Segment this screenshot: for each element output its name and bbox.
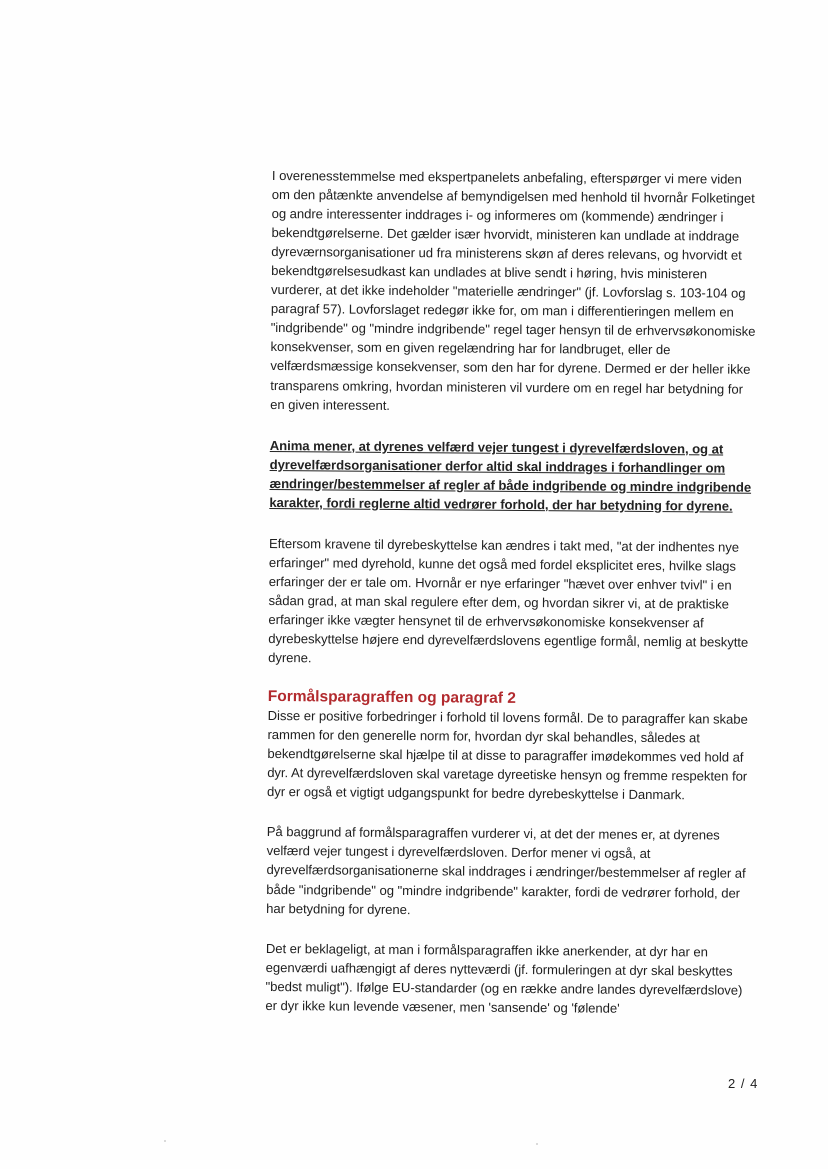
paragraph-purpose: Disse er positive forbedringer i forhold til lovens formål. De to paragraffer kan skabe rammen for den generelle norm for, hvordan dyr skal behandles, således at bekendtgørelserne skal hjælpe til at disse to paragraffer imødekommes ved hold af dyr. At dyrevelfærdsloven skal varetage dyreetiske hensyn og fremme respekten for dyr er også et vigtigt udgangspunkt for bedre dyrebeskyttelse i Danmark. [267,708,748,803]
paragraph-anima-position: Anima mener, at dyrenes velfærd vejer tungest i dyrevelfærdsloven, og at dyrevelfærdsorganisationer derfor altid skal inddrages i forhandlinger om ændringer/bestemmelser af regler af både indgribende og mindre indgribende karakter, fordi reglerne altid vedrører forhold, der har betydning for dyrene. [269,437,752,514]
paragraph-oversight: I overenesstemmelse med ekspertpanelets anbefaling, efterspørger vi mere viden om den påtænkte anvendelse af bemyndigelsen med henhold til hvornår Folketinget og andre interessenter inddrages i- og informeres om (kommende) ændringer i bekendtgørelserne. Det gælder især hvorvidt, ministeren kan undlade at inddrage dyreværnsorganisationer ud fra ministerens skøn af deres relevans, og hvorvidt et bekendtgørelsesudkast kan undlades at blive sendt i høring, hvis ministeren vurderer, at det ikke indeholder "materielle ændringer" (jf. Lovforslag s. 103-104 og paragraf 57). Lovforslaget redegør ikke for, om man i differentieringen mellem en "indgribende" og "mindre indgribende" regel tager hensyn til de erhvervsøkonomiske konsekvenser, som en given regelændring har for landbruget, eller de velfærdsmæssige konsekvenser, som den har for dyrene. Dermed er der heller ikke transparens omkring, hvordan ministeren vil vurdere om en regel har betydning for en given interessent. [270,167,756,413]
scan-speck [164,1140,166,1142]
paragraph-intrinsic-value: Det er beklageligt, at man i formålsparagraffen ikke anerkender, at dyr har en egenværdi uafhængigt af deres nytteværdi (jf. formuleringen at dyr skal beskyttes "bedst muligt"). Ifølge EU-standarder (og en række andre landes dyrevelfærdslove) er dyr ikke kun levende væsener, men 'sansende' og 'følende' [265,940,743,1016]
page-number: 2 / 4 [728,1076,759,1091]
paragraph-experience: Eftersom kravene til dyrebeskyttelse kan ændres i takt med, "at der indhentes nye erfaringer" med dyrehold, kunne det også med fordel eksplicitet eres, hvilke slags erfaringer der er tale om. Hvornår er nye erfaringer "hævet over enhver tvivl" i en sådan grad, at man skal regulere efter dem, og hvordan sikrer vi, at de praktiske erfaringer ikke vægter hensynet til de erhvervsøkonomiske konsekvenser af dyrebeskyttelse højere end dyrevelfærdslovens egentlige formål, nemlig at beskytte dyrene. [268,535,749,666]
section-heading: Formålsparagraffen og paragraf 2 [267,688,516,708]
paragraph-welfare-weight: På baggrund af formålsparagraffen vurderer vi, at det der menes er, at dyrenes velfærd vejer tungest i dyrevelfærdsloven. Derfor mener vi også, at dyrevelfærdsorganisationerne skal inddrages i ændringer/bestemmelser af regler af både "indgribende" og "mindre indgribende" karakter, fordi de vedrører forhold, der har betydning for dyrene. [266,824,746,917]
document-body [265,166,762,1019]
scan-speck [536,1143,538,1145]
